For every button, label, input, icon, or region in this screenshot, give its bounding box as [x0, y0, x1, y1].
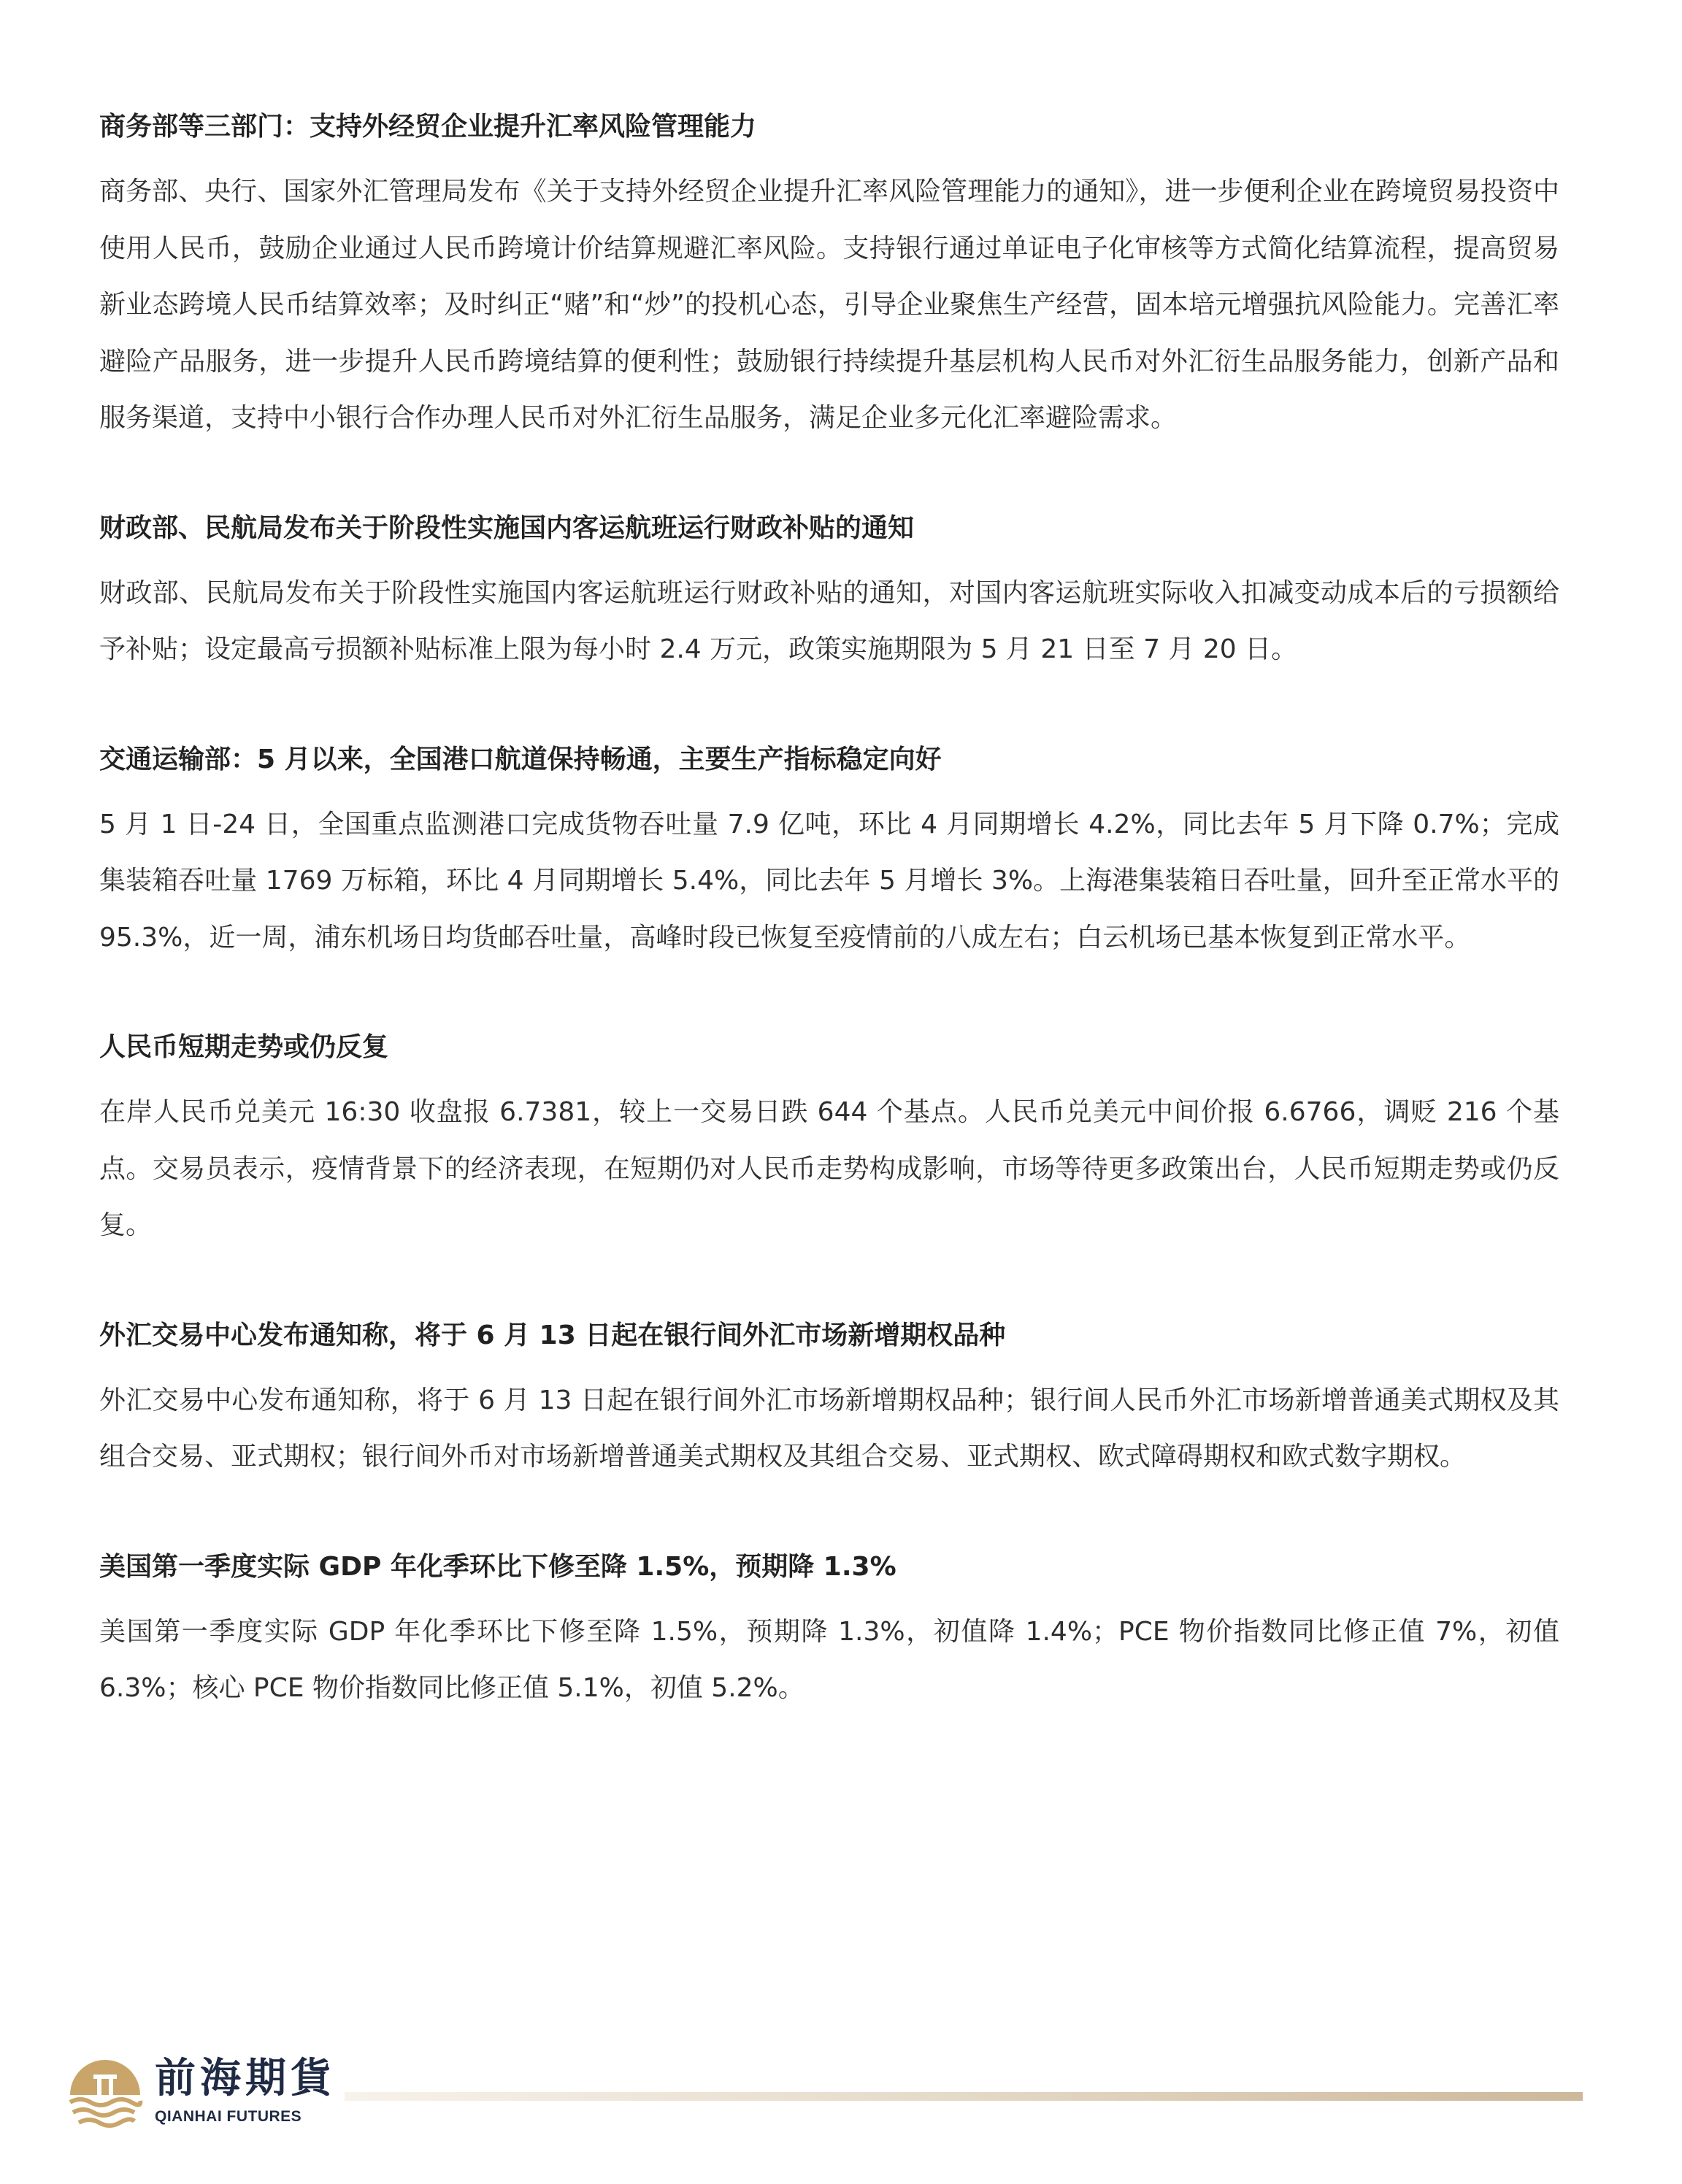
news-item-finance-aviation: [99, 508, 1559, 678]
news-item-transport: [99, 739, 1559, 966]
news-body: 5 月 1 日-24 日，全国重点监测港口完成货物吞吐量 7.9 亿吨，环比 4 月同期增长 4.2%，同比去年 5 月下降 0.7%；完成集装箱吞吐量 1769 万标箱，环比 4 月同期增长 5.4%，同比去年 5 月增长 3%。上海港集装箱日吞吐量，回升至正常水平的 95.3%，近一周，浦东机场日均货邮吞吐量，高峰时段已恢复至疫情前的八成左右；白云机场已基本恢复到正常水平。: [99, 809, 1559, 953]
news-item-us-gdp: [99, 1547, 1559, 1717]
news-title: 外汇交易中心发布通知称，将于 6 月 13 日起在银行间外汇市场新增期权品种: [99, 1320, 1006, 1350]
news-title: 美国第一季度实际 GDP 年化季环比下修至降 1.5%，预期降 1.3%: [99, 1551, 896, 1582]
news-content: [99, 107, 1559, 1778]
news-body: 外汇交易中心发布通知称，将于 6 月 13 日起在银行间外汇市场新增期权品种；银行间人民币外汇市场新增普通美式期权及其组合交易、亚式期权；银行间外币对市场新增普通美式期权及其组合交易、亚式期权、欧式障碍期权和欧式数字期权。: [99, 1385, 1559, 1472]
news-title: 财政部、民航局发布关于阶段性实施国内客运航班运行财政补贴的通知: [99, 512, 915, 543]
page-footer: [64, 2048, 1583, 2136]
news-body: 商务部、央行、国家外汇管理局发布《关于支持外经贸企业提升汇率风险管理能力的通知》，进一步便利企业在跨境贸易投资中使用人民币，鼓励企业通过人民币跨境计价结算规避汇率风险。支持银行通过单证电子化审核等方式简化结算流程，提高贸易新业态跨境人民币结算效率；及时纠正“赌”和“炒”的投机心态，引导企业聚焦生产经营，固本培元增强抗风险能力。完善汇率避险产品服务，进一步提升人民币跨境结算的便利性；鼓励银行持续提升基层机构人民币对外汇衍生品服务能力，创新产品和服务渠道，支持中小银行合作办理人民币对外汇衍生品服务，满足企业多元化汇率避险需求。: [99, 177, 1559, 433]
news-item-rmb: [99, 1027, 1559, 1254]
news-title: 人民币短期走势或仍反复: [99, 1032, 389, 1062]
news-body: 在岸人民币兑美元 16:30 收盘报 6.7381，较上一交易日跌 644 个基点。人民币兑美元中间价报 6.6766，调贬 216 个基点。交易员表示，疫情背景下的经济表现，在短期仍对人民币走势构成影响，市场等待更多政策出台，人民币短期走势或仍反复。: [99, 1097, 1559, 1240]
news-item-fx-options: [99, 1315, 1559, 1485]
news-body: 财政部、民航局发布关于阶段性实施国内客运航班运行财政补贴的通知，对国内客运航班实际收入扣减变动成本后的亏损额给予补贴；设定最高亏损额补贴标准上限为每小时 2.4 万元，政策实施期限为 5 月 21 日至 7 月 20 日。: [99, 577, 1559, 664]
logo-english-name: QIANHAI FUTURES: [155, 2108, 302, 2125]
news-item-commerce: [99, 107, 1559, 447]
news-body: 美国第一季度实际 GDP 年化季环比下修至降 1.5%，预期降 1.3%，初值降 1.4%；PCE 物价指数同比修正值 7%，初值 6.3%；核心 PCE 物价指数同比修正值 5.1%，初值 5.2%。: [99, 1616, 1559, 1703]
logo-chinese-name: 前海期貨: [155, 2054, 336, 2102]
news-title: 商务部等三部门：支持外经贸企业提升汇率风险管理能力: [99, 112, 757, 142]
news-title: 交通运输部：5 月以来，全国港口航道保持畅通，主要生产指标稳定向好: [99, 744, 942, 774]
footer-divider-bar: [345, 2092, 1583, 2101]
qianhai-logo-icon: [64, 2051, 146, 2133]
